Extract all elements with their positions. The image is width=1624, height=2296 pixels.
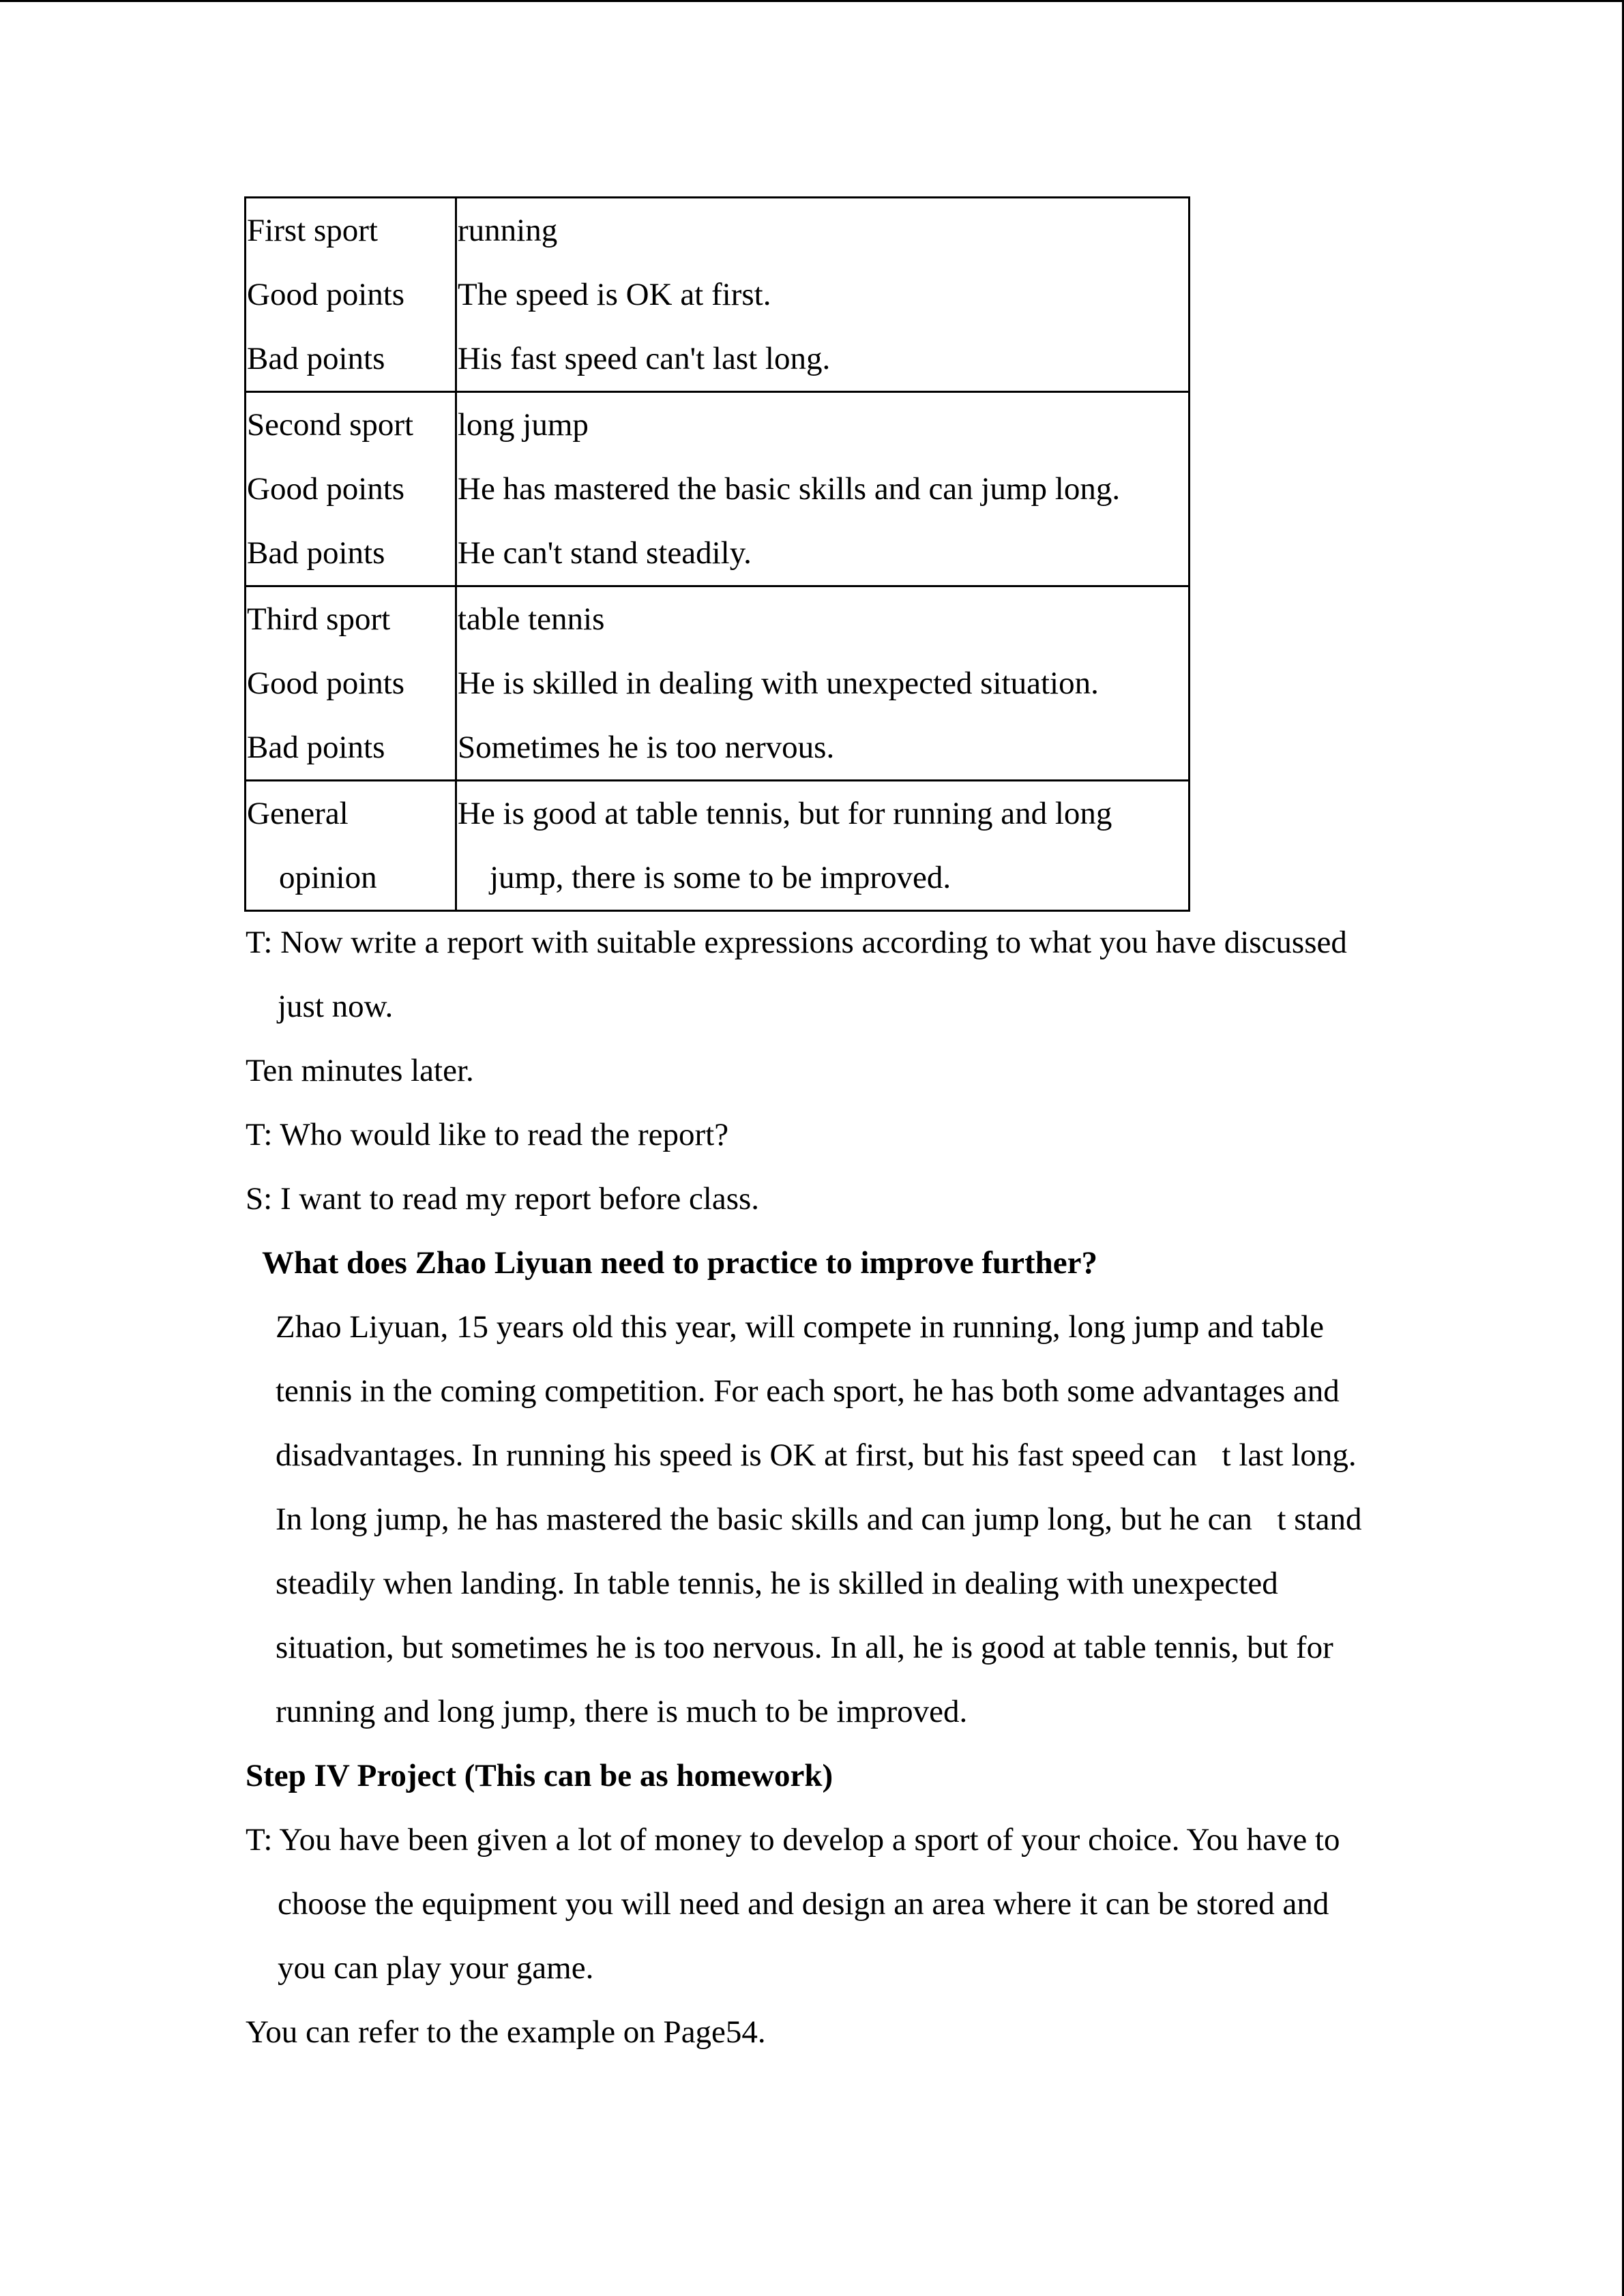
table-value: The speed is OK at first.	[458, 277, 771, 312]
table-label: Second sport	[247, 407, 414, 443]
table-row-second-sport	[246, 391, 1188, 585]
table-row-general-opinion	[246, 779, 1188, 910]
report-line: running and long jump, there is much to be improved.	[276, 1694, 968, 1729]
report-line: disadvantages. In running his speed is OK at first, but his fast speed can t last long.	[276, 1437, 1357, 1473]
report-title: What does Zhao Liyuan need to practice to improve further?	[262, 1245, 1097, 1281]
value-column	[457, 198, 1188, 391]
report-line: steadily when landing. In table tennis, he is skilled in dealing with unexpected	[276, 1566, 1278, 1601]
table-value: table tennis	[458, 601, 605, 637]
report-line: In long jump, he has mastered the basic skills and can jump long, but he can t stand	[276, 1502, 1362, 1537]
student-response-line: S: I want to read my report before class.	[246, 1181, 760, 1217]
label-column	[246, 393, 457, 585]
table-label: Good points	[247, 277, 405, 312]
label-column	[246, 587, 457, 779]
table-value: He is good at table tennis, but for running and long	[458, 796, 1112, 831]
table-value: running	[458, 213, 558, 248]
page-border-top	[0, 0, 1624, 2]
table-label: Bad points	[247, 341, 385, 376]
table-value: long jump	[458, 407, 589, 443]
table-value: His fast speed can't last long.	[458, 341, 831, 376]
table-value: Sometimes he is too nervous.	[458, 730, 835, 765]
table-label: Bad points	[247, 535, 385, 571]
narration-line: Ten minutes later.	[246, 1053, 474, 1088]
teacher-instruction-line: you can play your game.	[278, 1950, 594, 1986]
teacher-instruction-line: T: You have been given a lot of money to develop a sport of your choice. You have to	[246, 1822, 1340, 1858]
label-column	[246, 781, 457, 910]
report-line: Zhao Liyuan, 15 years old this year, will compete in running, long jump and table	[276, 1309, 1325, 1345]
teacher-instruction-line: T: Now write a report with suitable expressions according to what you have discussed	[246, 925, 1347, 960]
table-label: Good points	[247, 471, 405, 507]
table-label: Bad points	[247, 730, 385, 765]
table-value: He is skilled in dealing with unexpected situation.	[458, 666, 1099, 701]
value-column	[457, 781, 1188, 910]
table-value: He has mastered the basic skills and can jump long.	[458, 471, 1121, 507]
table-label: Good points	[247, 666, 405, 701]
evaluation-table	[244, 196, 1190, 912]
table-value: jump, there is some to be improved.	[490, 860, 951, 895]
value-column	[457, 587, 1188, 779]
table-label: General	[247, 796, 349, 831]
reference-line: You can refer to the example on Page54.	[246, 2014, 766, 2050]
teacher-instruction-line: just now.	[278, 989, 394, 1024]
table-row-third-sport	[246, 585, 1188, 779]
table-row-first-sport	[246, 198, 1188, 391]
label-column	[246, 198, 457, 391]
table-label: Third sport	[247, 601, 391, 637]
value-column	[457, 393, 1188, 585]
teacher-question-line: T: Who would like to read the report?	[246, 1117, 729, 1152]
table-value: He can't stand steadily.	[458, 535, 752, 571]
table-label: opinion	[279, 860, 377, 895]
teacher-instruction-line: choose the equipment you will need and design an area where it can be stored and	[278, 1886, 1329, 1922]
table-label: First sport	[247, 213, 378, 248]
report-line: tennis in the coming competition. For each sport, he has both some advantages and	[276, 1373, 1340, 1409]
step-heading: Step IV Project (This can be as homework)	[246, 1758, 833, 1793]
report-line: situation, but sometimes he is too nervous. In all, he is good at table tennis, but for	[276, 1630, 1333, 1665]
